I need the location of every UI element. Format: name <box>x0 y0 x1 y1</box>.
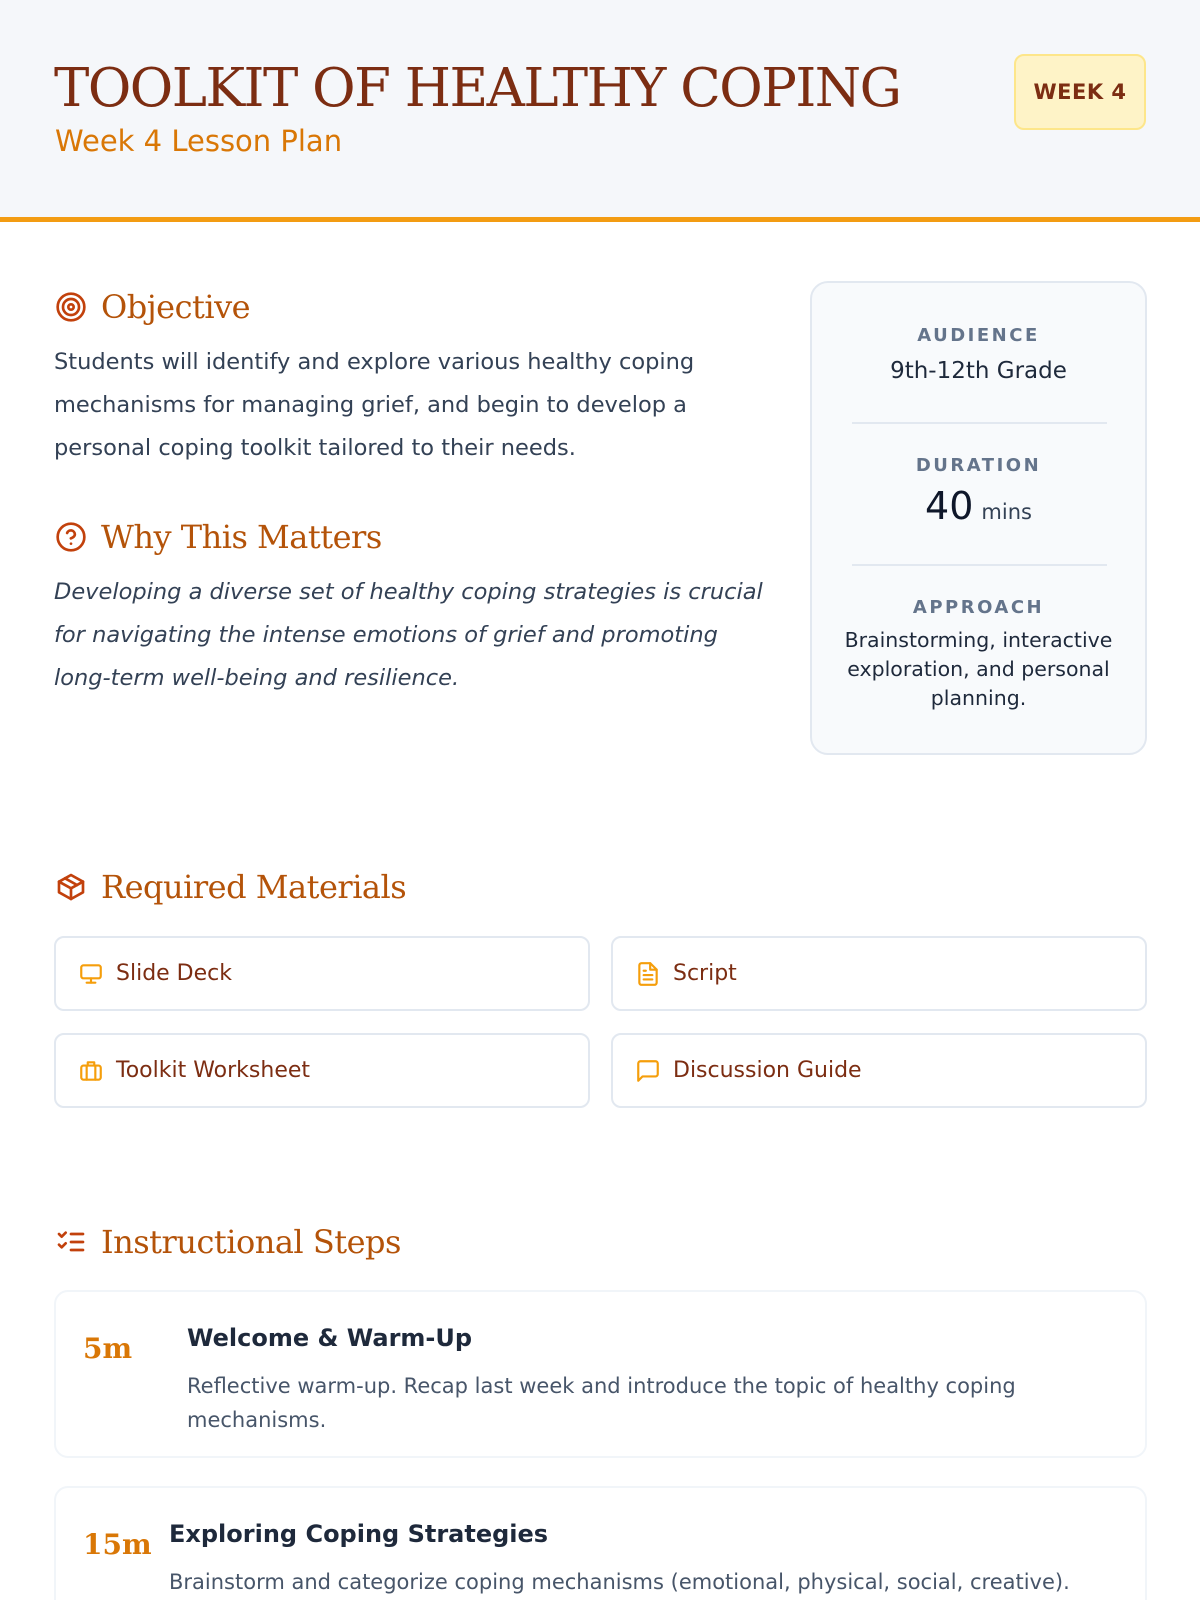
materials-heading <box>55 868 406 906</box>
step-card <box>54 1290 1147 1458</box>
briefcase-icon <box>78 1058 104 1084</box>
objective-title: Objective <box>101 288 251 326</box>
step-description: Brainstorm and categorize coping mechanisms (emotional, physical, social, creative). <box>169 1570 1070 1594</box>
question-circle-icon <box>55 521 87 553</box>
material-label: Toolkit Worksheet <box>116 1058 311 1083</box>
week-badge: WEEK 4 <box>1014 54 1146 130</box>
document-icon <box>635 961 661 987</box>
page-header <box>0 0 1200 222</box>
duration-block <box>812 455 1145 528</box>
step-time: 15m <box>83 1528 152 1561</box>
page-subtitle: Week 4 Lesson Plan <box>55 124 343 158</box>
checklist-icon <box>55 1226 87 1258</box>
material-label: Discussion Guide <box>673 1058 862 1083</box>
step-title: Exploring Coping Strategies <box>169 1520 549 1548</box>
audience-value: 9th-12th Grade <box>890 358 1067 384</box>
material-toolkit-worksheet[interactable] <box>54 1033 590 1108</box>
objective-text: Students will identify and explore various healthy coping mechanisms for managing grief, and begin to develop a personal coping toolkit tailored to their needs. <box>54 349 695 461</box>
monitor-icon <box>78 961 104 987</box>
duration-value: 40 <box>925 484 974 528</box>
step-description: Reflective warm-up. Recap last week and introduce the topic of healthy coping mechanisms. <box>187 1374 1016 1432</box>
box-icon <box>55 871 87 903</box>
why-title: Why This Matters <box>101 518 382 556</box>
material-discussion-guide[interactable] <box>611 1033 1147 1108</box>
approach-value: Brainstorming, interactive exploration, and personal planning. <box>844 628 1113 710</box>
step-card <box>54 1486 1147 1600</box>
objective-heading <box>55 288 250 326</box>
duration-label: DURATION <box>915 455 1042 476</box>
material-script[interactable] <box>611 936 1147 1011</box>
page-title: TOOLKIT OF HEALTHY COPING <box>54 58 901 119</box>
audience-block <box>812 325 1145 384</box>
divider <box>852 564 1107 566</box>
why-heading <box>55 518 382 556</box>
steps-heading <box>55 1223 401 1261</box>
divider <box>852 422 1107 424</box>
steps-title: Instructional Steps <box>101 1223 401 1261</box>
step-title: Welcome & Warm-Up <box>187 1324 473 1352</box>
audience-label: AUDIENCE <box>917 325 1040 346</box>
why-text: Developing a diverse set of healthy coping strategies is crucial for navigating the intense emotions of grief and promoting long-term well-being and resilience. <box>54 579 763 691</box>
lesson-details-card <box>810 281 1147 755</box>
approach-block <box>812 597 1145 713</box>
step-time: 5m <box>83 1332 133 1365</box>
material-slide-deck[interactable] <box>54 936 590 1011</box>
duration-unit: mins <box>981 500 1032 524</box>
material-label: Script <box>673 961 737 986</box>
material-label: Slide Deck <box>116 961 232 986</box>
target-icon <box>55 291 87 323</box>
chat-icon <box>635 1058 661 1084</box>
approach-label: APPROACH <box>912 597 1045 618</box>
materials-title: Required Materials <box>101 868 407 906</box>
